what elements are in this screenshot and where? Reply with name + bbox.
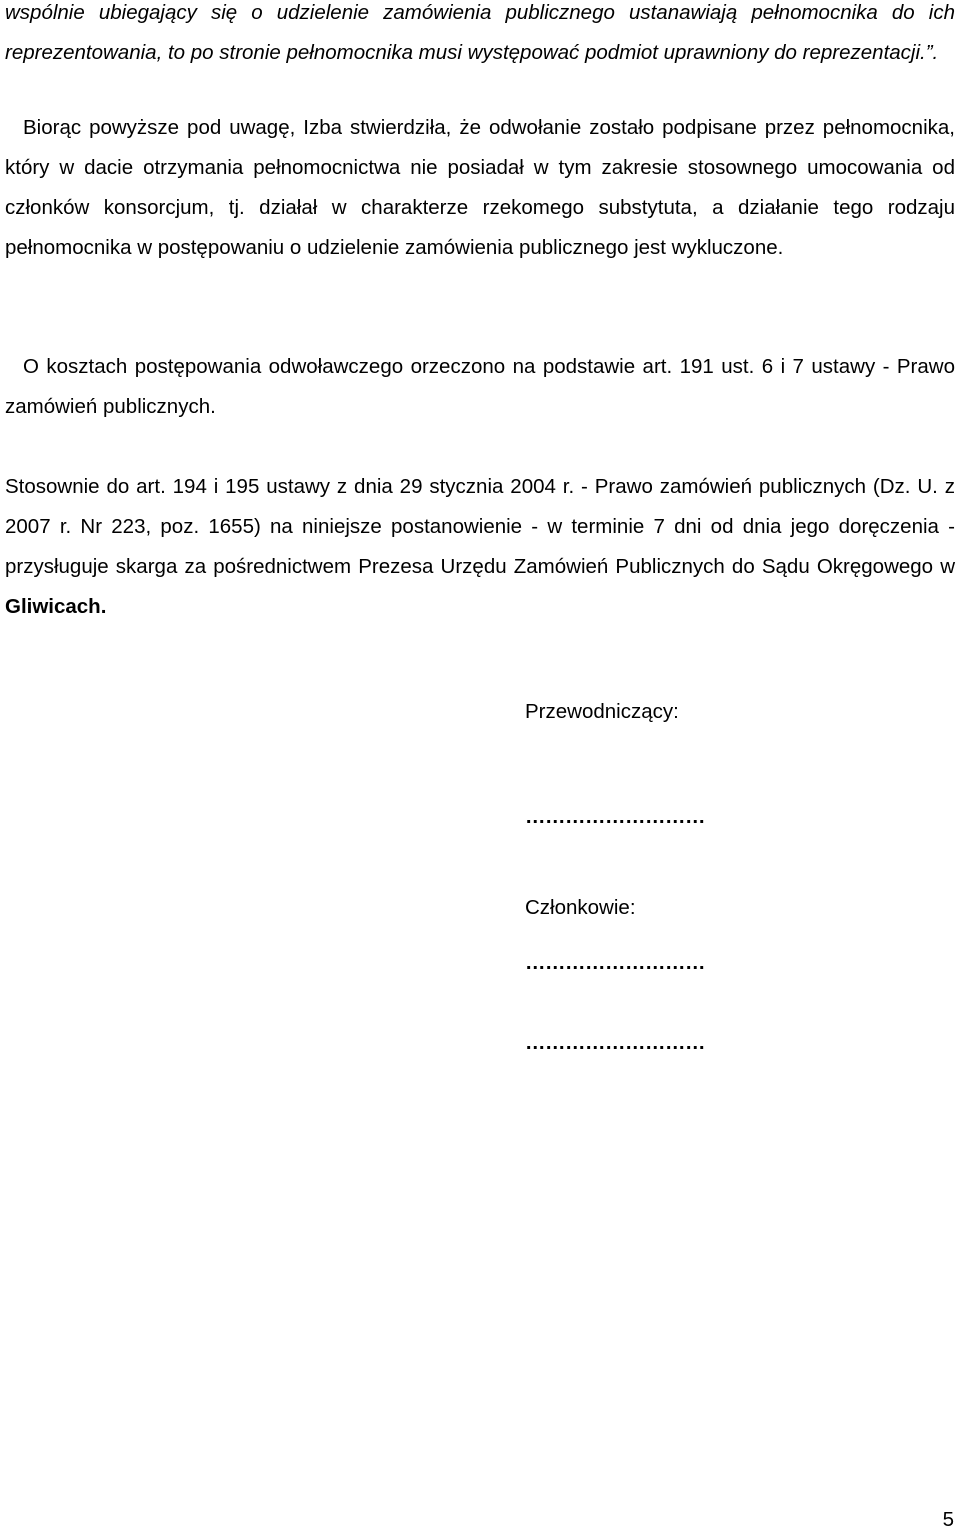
chair-signature-line: ……………………… [525,805,705,828]
member-signature-line-2: ……………………… [525,1031,705,1054]
members-label: Członkowie: [525,896,636,919]
paragraph-reasoning [5,108,955,268]
paragraph-quote-end [5,0,955,73]
court-city: Gliwicach. [5,595,107,618]
page-number: 5 [942,1508,954,1531]
paragraph-appeal-text: Stosownie do art. 194 i 195 ustawy z dnia 29 stycznia 2004 r. - Prawo zamówień publicznych (Dz. U. z 2007 r. Nr 223, poz. 1655) na niniejsze postanowienie - w terminie 7 dni od dnia jego doręczenia - przysługuje skarga za pośrednictwem Prezesa Urzędu Zamówień Publicznych do Sądu Okręgowego w [5,475,955,578]
member-signature-line-1: ……………………… [525,951,705,974]
paragraph-costs-text: O kosztach postępowania odwoławczego orzeczono na podstawie art. 191 ust. 6 i 7 ustawy - Prawo zamówień publicznych. [5,355,955,418]
paragraph-costs [5,347,955,427]
paragraph-reasoning-text: Biorąc powyższe pod uwagę, Izba stwierdziła, że odwołanie zostało podpisane przez pełnomocnika, który w dacie otrzymania pełnomocnictwa nie posiadał w tym zakresie stosownego umocowania od członków konsorcjum, tj. działał w charakterze rzekomego substytuta, a działanie tego rodzaju pełnomocnika w postępowaniu o udzielenie zamówienia publicznego jest wykluczone. [5,116,955,259]
paragraph-quote-end-text: wspólnie ubiegający się o udzielenie zamówienia publicznego ustanawiają pełnomocnika do ich reprezentowania, to po stronie pełnomocnika musi występować podmiot uprawniony do reprezentacji.”. [5,1,955,64]
chair-label: Przewodniczący: [525,700,679,723]
paragraph-appeal-instruction [5,467,955,627]
